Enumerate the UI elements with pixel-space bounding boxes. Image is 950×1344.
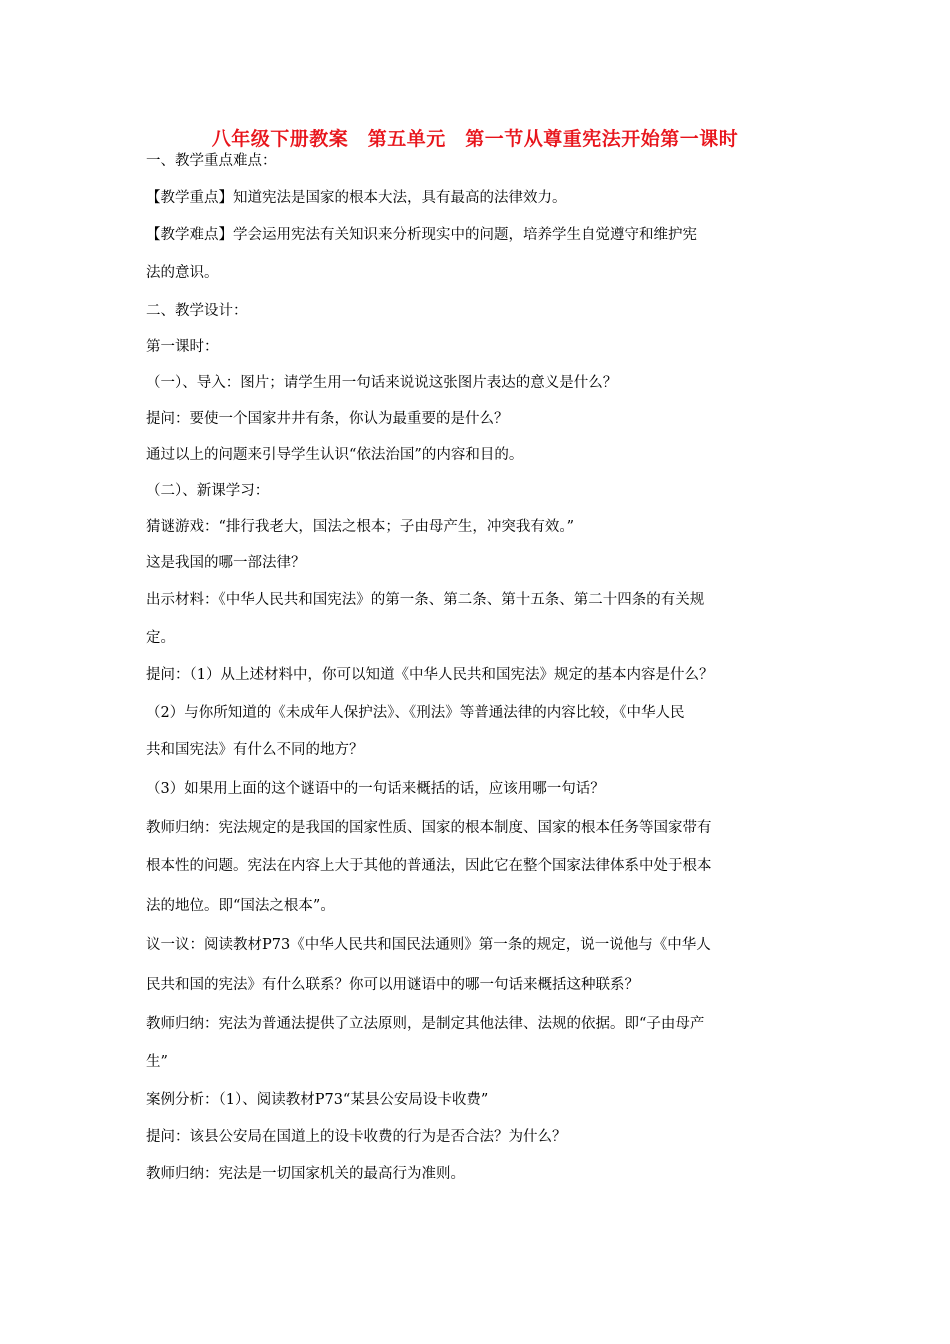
paragraph-line: 第一课时： xyxy=(146,339,219,355)
section-heading-design: 二、教学设计： xyxy=(146,303,248,319)
paragraph-line: 教师归纳：宪法是一切国家机关的最高行为准则。 xyxy=(146,1166,465,1182)
paragraph-line: （2）与你所知道的《未成年人保护法》、《刑法》等普通法律的内容比较，《中华人民 xyxy=(146,705,685,721)
paragraph-line: 根本性的问题。宪法在内容上大于其他的普通法，因此它在整个国家法律体系中处于根本 xyxy=(146,858,712,874)
paragraph-line: 通过以上的问题来引导学生认识“依法治国”的内容和目的。 xyxy=(146,447,524,463)
paragraph-line: 议一议：阅读教材P73《中华人民共和国民法通则》第一条的规定，说一说他与《中华人 xyxy=(146,937,711,953)
paragraph-line: 【教学重点】知道宪法是国家的根本大法，具有最高的法律效力。 xyxy=(146,190,567,206)
paragraph-line: 【教学难点】学会运用宪法有关知识来分析现实中的问题，培养学生自觉遵守和维护宪 xyxy=(146,227,697,243)
document-title: 八年级下册教案 第五单元 第一节从尊重宪法开始第一课时 xyxy=(211,128,739,150)
paragraph-line: 出示材料：《中华人民共和国宪法》的第一条、第二条、第十五条、第二十四条的有关规 xyxy=(146,592,705,608)
paragraph-line: 猜谜游戏：“排行我老大，国法之根本；子由母产生，冲突我有效。” xyxy=(146,519,575,535)
paragraph-line: 案例分析：（1）、阅读教材P73“某县公安局设卡收费” xyxy=(146,1092,489,1108)
paragraph-line: 提问：要使一个国家井井有条，你认为最重要的是什么？ xyxy=(146,411,509,427)
paragraph-line: 生” xyxy=(146,1054,168,1070)
paragraph-line: 这是我国的哪一部法律？ xyxy=(146,555,306,571)
paragraph-line: 教师归纳：宪法规定的是我国的国家性质、国家的根本制度、国家的根本任务等国家带有 xyxy=(146,820,712,836)
paragraph-line: 民共和国的宪法》有什么联系？你可以用谜语中的哪一句话来概括这种联系？ xyxy=(146,977,639,993)
paragraph-line: 法的意识。 xyxy=(146,265,219,281)
paragraph-line: 法的地位。即“国法之根本”。 xyxy=(146,898,335,914)
paragraph-line: 共和国宪法》有什么不同的地方？ xyxy=(146,742,364,758)
paragraph-line: （二）、新课学习： xyxy=(146,483,270,499)
paragraph-line: 教师归纳：宪法为普通法提供了立法原则，是制定其他法律、法规的依据。即“子由母产 xyxy=(146,1016,705,1032)
paragraph-line: （一）、导入：图片；请学生用一句话来说说这张图片表达的意义是什么？ xyxy=(146,375,618,391)
section-heading-key-points: 一、教学重点难点： xyxy=(146,153,277,169)
paragraph-line: 提问：（1）从上述材料中，你可以知道《中华人民共和国宪法》规定的基本内容是什么？ xyxy=(146,667,714,683)
paragraph-line: 定。 xyxy=(146,630,175,646)
paragraph-line: （3）如果用上面的这个谜语中的一句话来概括的话，应该用哪一句话？ xyxy=(146,781,605,797)
paragraph-line: 提问：该县公安局在国道上的设卡收费的行为是否合法？为什么？ xyxy=(146,1129,567,1145)
